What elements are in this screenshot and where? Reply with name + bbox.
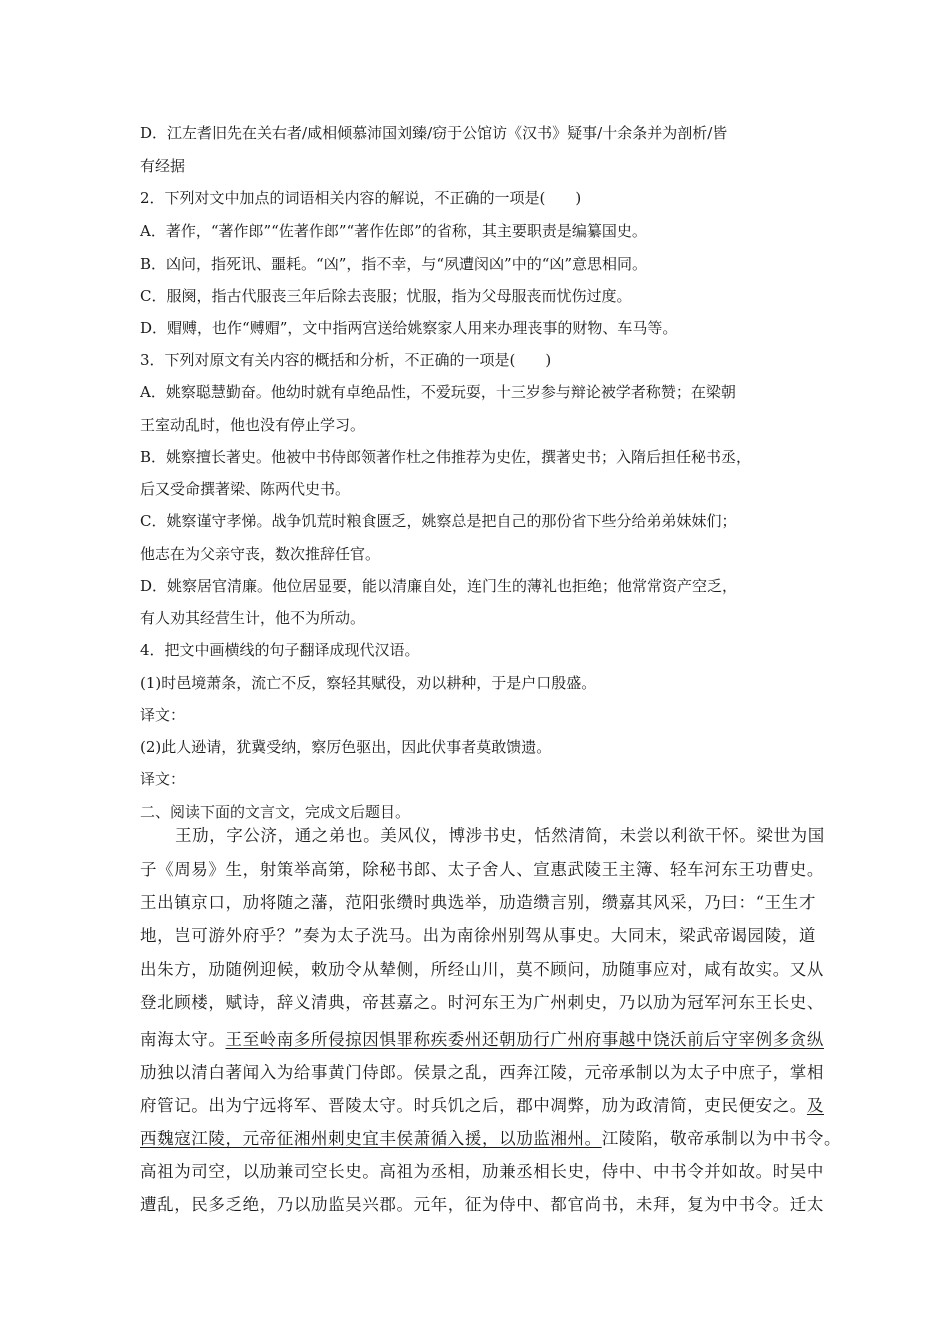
underlined-sentence: 王至岭南多所侵掠因惧罪称疾委州还朝劢行广州府事越中饶沃前后守宰例多贪纵 <box>225 1030 824 1049</box>
option-a: A．姚察聪慧勤奋。他幼时就有卓绝品性，不爱玩耍，十三岁参与辩论被学者称赞；在梁朝 <box>140 383 736 401</box>
passage-line: 地，岂可游外府乎？”奏为太子洗马。出为南徐州别驾从事史。大同末，梁武帝谒园陵，道 <box>140 926 816 945</box>
translation-label: 译文： <box>140 770 186 788</box>
text-line: D．江左耆旧先在关右者/咸相倾慕沛国刘臻/窃于公馆访《汉书》疑事/十余条并为剖析/皆 <box>140 124 728 142</box>
option-b: B．凶问，指死讯、噩耗。“凶”，指不幸，与“夙遭闵凶”中的“凶”意思相同。 <box>140 255 648 273</box>
option-d: D．姚察居官清廉。他位居显要，能以清廉自处，连门生的薄礼也拒绝；他常常资产空乏， <box>140 577 738 595</box>
underlined-sentence: 及 <box>806 1096 825 1115</box>
option-a: A．著作，“著作郎”“佐著作郎”“著作佐郎”的省称，其主要职责是编纂国史。 <box>140 222 647 240</box>
passage-line: 西魏寇江陵，元帝征湘州刺史宜丰侯萧循入援，以劢监湘州。江陵陷，敬帝承制以为中书令。 <box>140 1129 842 1148</box>
passage-line: 遭乱，民多乏绝，乃以劢监吴兴郡。元年，征为侍中、都官尚书，未拜，复为中书令。迁太 <box>140 1195 824 1214</box>
section-heading: 二、阅读下面的文言文，完成文后题目。 <box>140 803 411 821</box>
translation-label: 译文： <box>140 706 186 724</box>
sentence-2: (2)此人逊请，犹冀受纳，察厉色驱出，因此伏事者莫敢馈遗。 <box>140 738 552 756</box>
underlined-sentence: 西魏寇江陵，元帝征湘州刺史宜丰侯萧循入援，以劢监湘州。 <box>140 1129 602 1148</box>
passage-line: 劢独以清白著闻入为给事黄门侍郎。侯景之乱，西奔江陵，元帝承制以为太子中庶子，掌相 <box>140 1063 824 1082</box>
text-line: 他志在为父亲守丧，数次推辞任官。 <box>140 545 381 563</box>
option-b: B．姚察擅长著史。他被中书侍郎领著作杜之伟推荐为史佐，撰著史书；入隋后担任秘书丞， <box>140 448 752 466</box>
passage-line: 出朱方，劢随例迎候，敕劢令从辇侧，所经山川，莫不顾问，劢随事应对，咸有故实。又从 <box>140 960 824 979</box>
text-line: 后又受命撰著梁、陈两代史书。 <box>140 480 351 498</box>
passage-line: 王出镇京口，劢将随之藩，范阳张缵时典选举，劢造缵言别，缵嘉其风采，乃曰：“王生才 <box>140 893 816 912</box>
text-line: 王室动乱时，他也没有停止学习。 <box>140 416 366 434</box>
passage-line: 王劢，字公济，通之弟也。美风仪，博涉书史，恬然清简，未尝以利欲干怀。梁世为国 <box>175 826 825 845</box>
option-c: C．服阕，指古代服丧三年后除去丧服；忧服，指为父母服丧而忧伤过度。 <box>140 287 632 305</box>
question-4: 4．把文中画横线的句子翻译成现代汉语。 <box>140 641 420 659</box>
passage-line: 子《周易》生，射策举高第，除秘书郎、太子舍人、宣惠武陵王主簿、轻车河东王功曹史。 <box>140 860 824 879</box>
passage-line: 登北顾楼，赋诗，辞义清典，帝甚嘉之。时河东王为广州刺史，乃以劢为冠军河东王长史、 <box>140 993 824 1012</box>
text-line: 有经据 <box>140 157 186 175</box>
question-2: 2．下列对文中加点的词语相关内容的解说，不正确的一项是( ) <box>140 189 582 207</box>
question-3: 3．下列对原文有关内容的概括和分析，不正确的一项是( ) <box>140 351 552 369</box>
option-c: C．姚察谨守孝悌。战争饥荒时粮食匮乏，姚察总是把自己的那份省下些分给弟弟妹妹们； <box>140 512 737 530</box>
passage-line: 高祖为司空，以劢兼司空长史。高祖为丞相，劢兼丞相长史，侍中、中书令并如故。时吴中 <box>140 1162 824 1181</box>
sentence-1: (1)时邑境萧条，流亡不反，察轻其赋役，劝以耕种，于是户口殷盛。 <box>140 674 597 692</box>
option-d: D．赗赙，也作“赙赗”，文中指两宫送给姚察家人用来办理丧事的财物、车马等。 <box>140 319 678 337</box>
passage-line: 南海太守。王至岭南多所侵掠因惧罪称疾委州还朝劢行广州府事越中饶沃前后守宰例多贪纵 <box>140 1030 824 1049</box>
passage-line: 府管记。出为宁远将军、晋陵太守。时兵饥之后，郡中凋弊，劢为政清简，吏民便安之。及 <box>140 1096 825 1115</box>
text-line: 有人劝其经营生计，他不为所动。 <box>140 609 366 627</box>
